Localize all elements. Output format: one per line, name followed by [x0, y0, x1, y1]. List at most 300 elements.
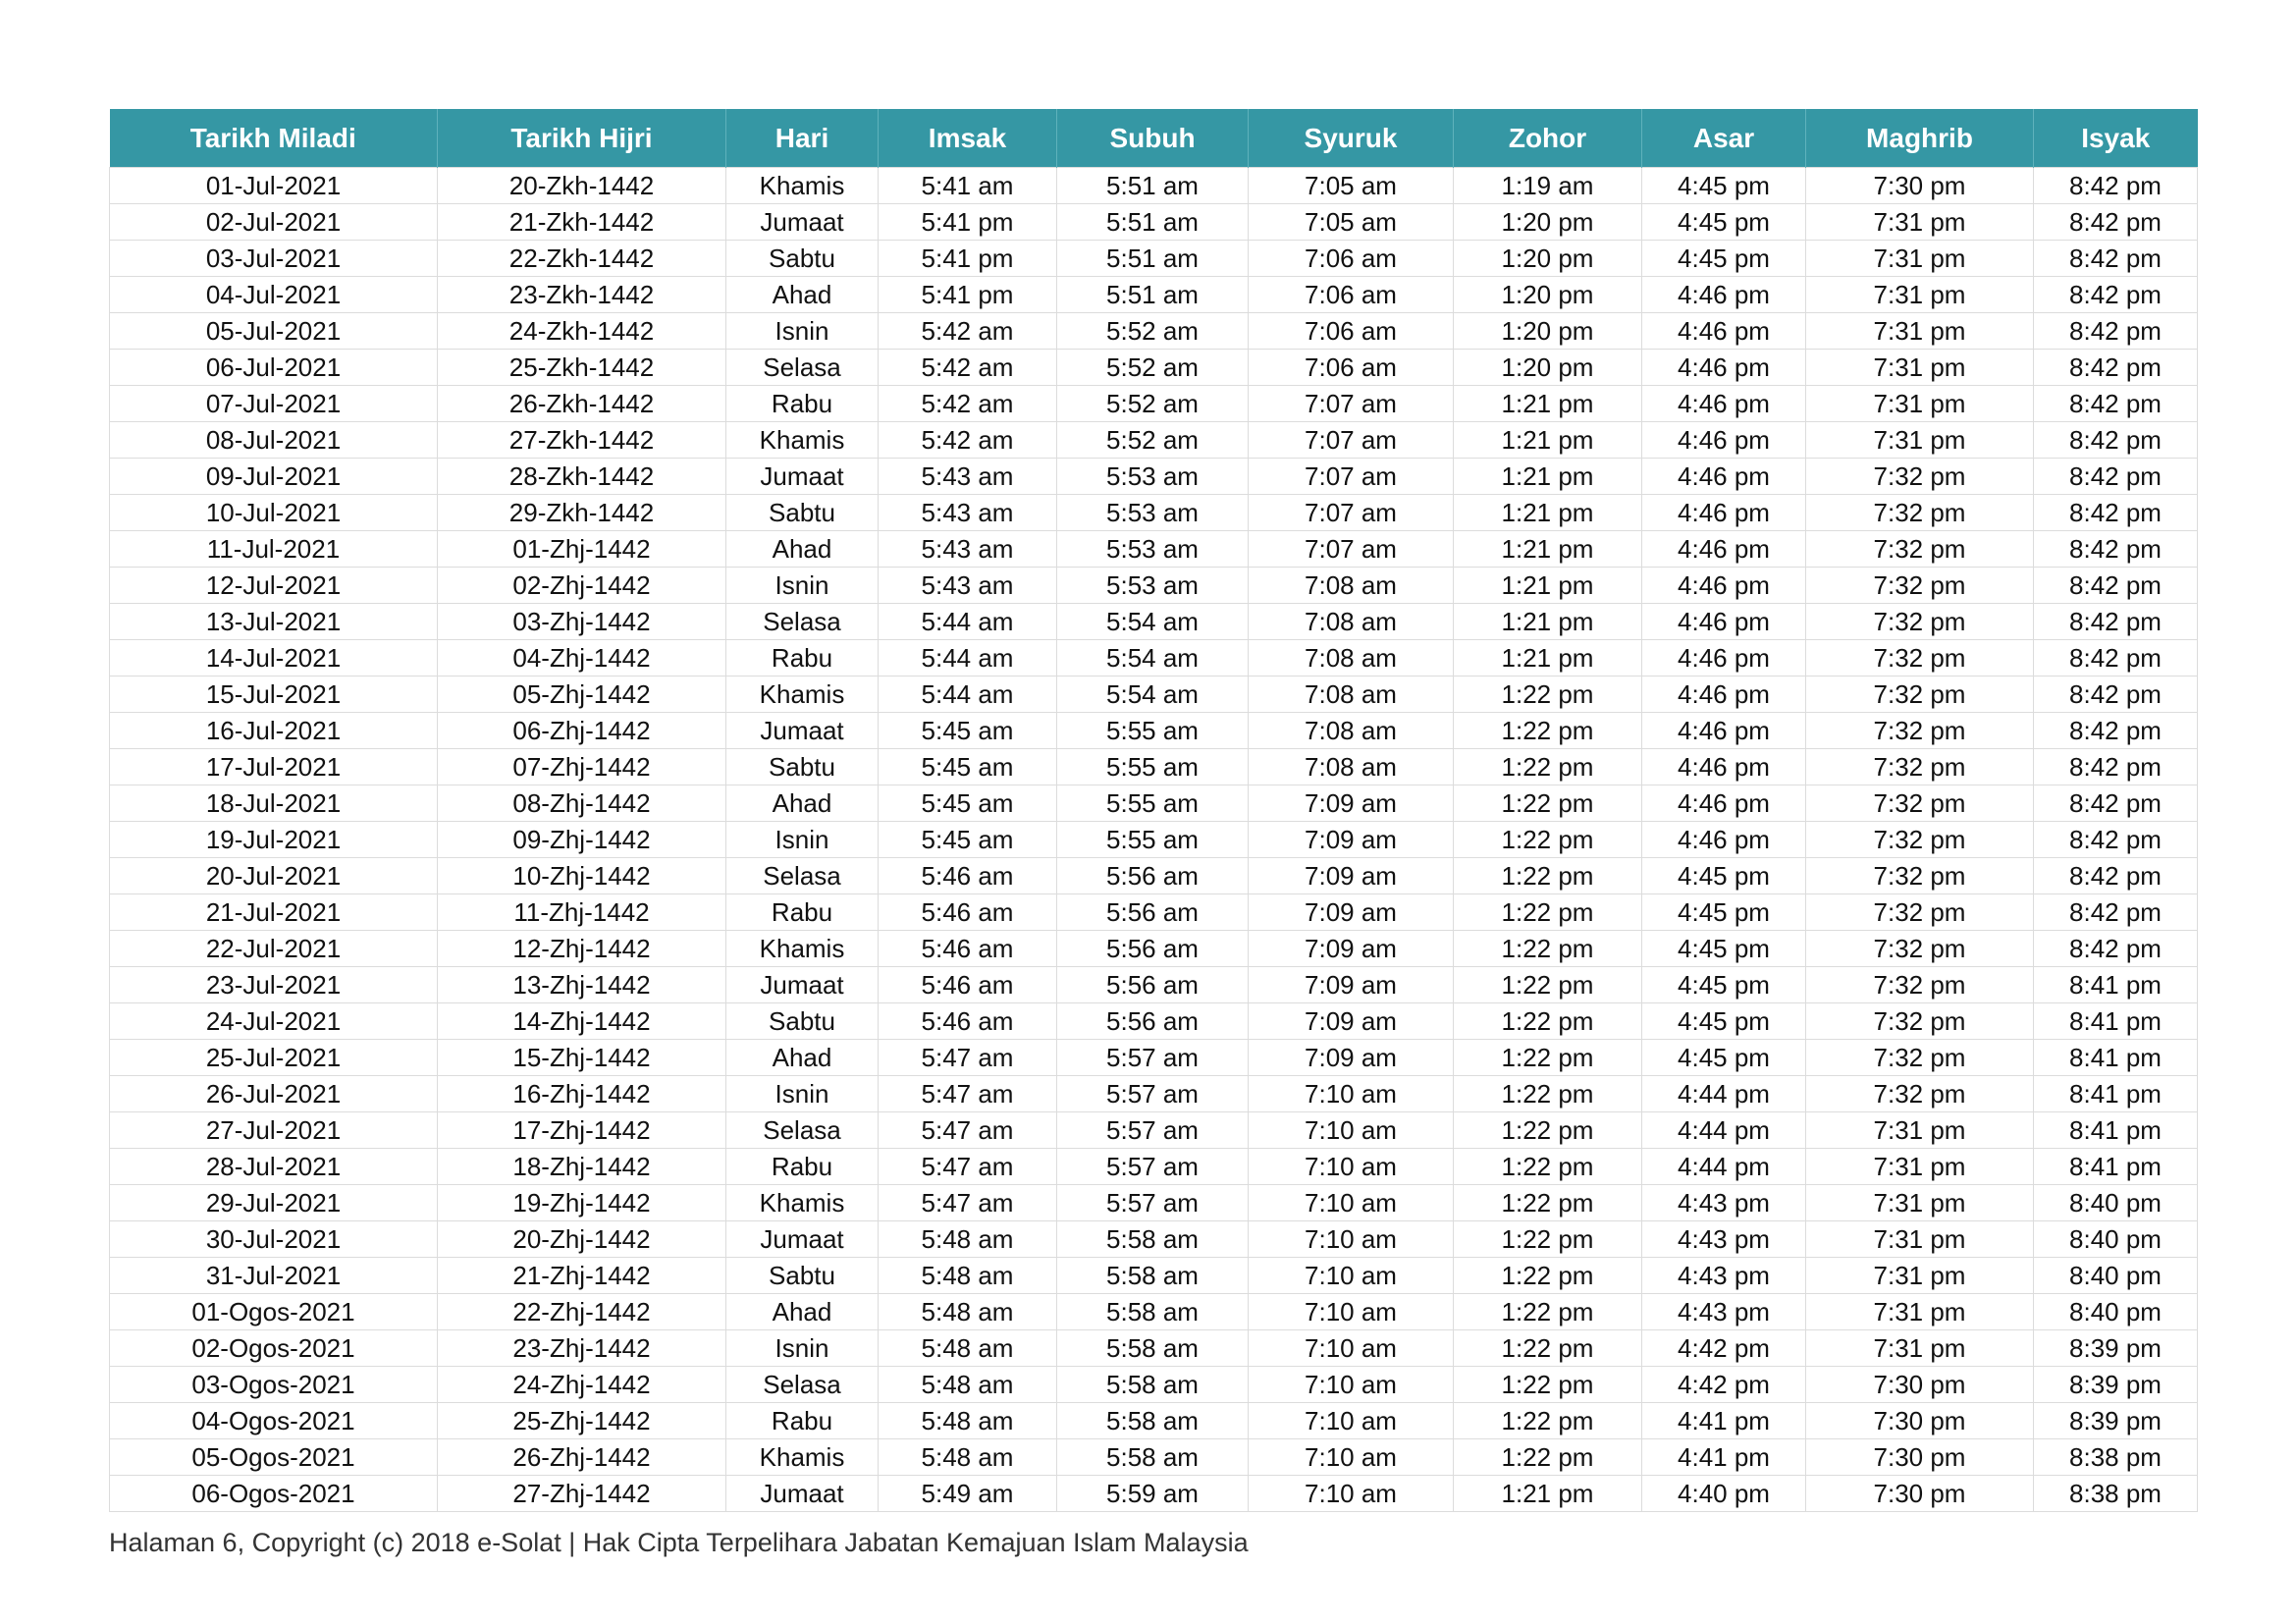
cell-subuh: 5:56 am	[1057, 967, 1249, 1003]
cell-asar: 4:44 pm	[1642, 1076, 1806, 1112]
cell-tarikh-hijri: 27-Zhj-1442	[438, 1476, 726, 1512]
cell-tarikh-miladi: 26-Jul-2021	[110, 1076, 438, 1112]
cell-subuh: 5:52 am	[1057, 313, 1249, 350]
cell-subuh: 5:53 am	[1057, 531, 1249, 568]
cell-tarikh-miladi: 24-Jul-2021	[110, 1003, 438, 1040]
cell-tarikh-hijri: 26-Zkh-1442	[438, 386, 726, 422]
cell-isyak: 8:42 pm	[2034, 677, 2198, 713]
cell-maghrib: 7:31 pm	[1806, 422, 2034, 459]
header-subuh: Subuh	[1057, 109, 1249, 168]
table-row	[110, 894, 2198, 931]
cell-imsak: 5:49 am	[879, 1476, 1057, 1512]
cell-asar: 4:45 pm	[1642, 168, 1806, 204]
cell-isyak: 8:42 pm	[2034, 313, 2198, 350]
cell-hari: Isnin	[726, 822, 879, 858]
cell-maghrib: 7:30 pm	[1806, 1367, 2034, 1403]
cell-tarikh-hijri: 17-Zhj-1442	[438, 1112, 726, 1149]
cell-asar: 4:46 pm	[1642, 677, 1806, 713]
cell-tarikh-hijri: 13-Zhj-1442	[438, 967, 726, 1003]
cell-subuh: 5:59 am	[1057, 1476, 1249, 1512]
cell-asar: 4:41 pm	[1642, 1403, 1806, 1439]
cell-isyak: 8:42 pm	[2034, 459, 2198, 495]
cell-syuruk: 7:10 am	[1249, 1403, 1454, 1439]
cell-hari: Selasa	[726, 604, 879, 640]
cell-imsak: 5:46 am	[879, 931, 1057, 967]
cell-tarikh-hijri: 20-Zhj-1442	[438, 1221, 726, 1258]
header-imsak: Imsak	[879, 109, 1057, 168]
cell-maghrib: 7:32 pm	[1806, 1076, 2034, 1112]
cell-tarikh-miladi: 18-Jul-2021	[110, 785, 438, 822]
cell-maghrib: 7:31 pm	[1806, 277, 2034, 313]
cell-tarikh-hijri: 02-Zhj-1442	[438, 568, 726, 604]
cell-subuh: 5:54 am	[1057, 640, 1249, 677]
table-header	[110, 109, 2198, 168]
cell-subuh: 5:51 am	[1057, 241, 1249, 277]
cell-maghrib: 7:31 pm	[1806, 1330, 2034, 1367]
cell-maghrib: 7:32 pm	[1806, 495, 2034, 531]
cell-tarikh-hijri: 07-Zhj-1442	[438, 749, 726, 785]
table-row	[110, 858, 2198, 894]
cell-isyak: 8:42 pm	[2034, 822, 2198, 858]
cell-tarikh-miladi: 12-Jul-2021	[110, 568, 438, 604]
cell-syuruk: 7:05 am	[1249, 204, 1454, 241]
cell-isyak: 8:42 pm	[2034, 604, 2198, 640]
cell-tarikh-miladi: 03-Jul-2021	[110, 241, 438, 277]
cell-imsak: 5:41 am	[879, 168, 1057, 204]
cell-subuh: 5:58 am	[1057, 1294, 1249, 1330]
cell-asar: 4:45 pm	[1642, 204, 1806, 241]
cell-imsak: 5:48 am	[879, 1439, 1057, 1476]
cell-syuruk: 7:10 am	[1249, 1112, 1454, 1149]
cell-syuruk: 7:09 am	[1249, 1040, 1454, 1076]
cell-isyak: 8:38 pm	[2034, 1439, 2198, 1476]
cell-tarikh-hijri: 21-Zhj-1442	[438, 1258, 726, 1294]
cell-tarikh-miladi: 10-Jul-2021	[110, 495, 438, 531]
cell-tarikh-hijri: 05-Zhj-1442	[438, 677, 726, 713]
cell-syuruk: 7:10 am	[1249, 1330, 1454, 1367]
cell-imsak: 5:41 pm	[879, 241, 1057, 277]
cell-tarikh-hijri: 19-Zhj-1442	[438, 1185, 726, 1221]
cell-subuh: 5:54 am	[1057, 677, 1249, 713]
cell-tarikh-miladi: 30-Jul-2021	[110, 1221, 438, 1258]
cell-tarikh-miladi: 03-Ogos-2021	[110, 1367, 438, 1403]
cell-syuruk: 7:09 am	[1249, 1003, 1454, 1040]
cell-tarikh-hijri: 18-Zhj-1442	[438, 1149, 726, 1185]
cell-tarikh-miladi: 05-Jul-2021	[110, 313, 438, 350]
cell-syuruk: 7:07 am	[1249, 459, 1454, 495]
cell-tarikh-hijri: 22-Zhj-1442	[438, 1294, 726, 1330]
cell-imsak: 5:48 am	[879, 1221, 1057, 1258]
cell-maghrib: 7:31 pm	[1806, 386, 2034, 422]
cell-syuruk: 7:09 am	[1249, 894, 1454, 931]
header-tarikh-miladi: Tarikh Miladi	[110, 109, 438, 168]
cell-hari: Sabtu	[726, 1003, 879, 1040]
cell-asar: 4:46 pm	[1642, 604, 1806, 640]
cell-subuh: 5:55 am	[1057, 749, 1249, 785]
table-row	[110, 1294, 2198, 1330]
cell-asar: 4:43 pm	[1642, 1294, 1806, 1330]
table-row	[110, 313, 2198, 350]
cell-imsak: 5:45 am	[879, 822, 1057, 858]
cell-isyak: 8:39 pm	[2034, 1367, 2198, 1403]
header-isyak: Isyak	[2034, 109, 2198, 168]
cell-isyak: 8:42 pm	[2034, 785, 2198, 822]
cell-asar: 4:43 pm	[1642, 1185, 1806, 1221]
cell-hari: Sabtu	[726, 495, 879, 531]
cell-syuruk: 7:06 am	[1249, 277, 1454, 313]
cell-tarikh-hijri: 10-Zhj-1442	[438, 858, 726, 894]
cell-subuh: 5:51 am	[1057, 168, 1249, 204]
table-row	[110, 1258, 2198, 1294]
table-row	[110, 1003, 2198, 1040]
table-row	[110, 677, 2198, 713]
cell-subuh: 5:55 am	[1057, 713, 1249, 749]
cell-imsak: 5:48 am	[879, 1403, 1057, 1439]
cell-isyak: 8:42 pm	[2034, 640, 2198, 677]
cell-asar: 4:46 pm	[1642, 386, 1806, 422]
cell-syuruk: 7:08 am	[1249, 604, 1454, 640]
cell-hari: Rabu	[726, 640, 879, 677]
cell-hari: Isnin	[726, 568, 879, 604]
cell-isyak: 8:40 pm	[2034, 1185, 2198, 1221]
table-row	[110, 1403, 2198, 1439]
cell-subuh: 5:56 am	[1057, 931, 1249, 967]
cell-asar: 4:40 pm	[1642, 1476, 1806, 1512]
cell-hari: Jumaat	[726, 1221, 879, 1258]
cell-zohor: 1:20 pm	[1454, 241, 1642, 277]
table-row	[110, 1330, 2198, 1367]
cell-tarikh-miladi: 02-Ogos-2021	[110, 1330, 438, 1367]
cell-zohor: 1:21 pm	[1454, 1476, 1642, 1512]
cell-asar: 4:46 pm	[1642, 713, 1806, 749]
cell-imsak: 5:41 pm	[879, 277, 1057, 313]
cell-imsak: 5:44 am	[879, 604, 1057, 640]
cell-subuh: 5:52 am	[1057, 386, 1249, 422]
cell-subuh: 5:58 am	[1057, 1403, 1249, 1439]
cell-imsak: 5:45 am	[879, 713, 1057, 749]
cell-syuruk: 7:10 am	[1249, 1258, 1454, 1294]
cell-zohor: 1:22 pm	[1454, 1221, 1642, 1258]
cell-zohor: 1:21 pm	[1454, 531, 1642, 568]
cell-subuh: 5:58 am	[1057, 1330, 1249, 1367]
cell-isyak: 8:42 pm	[2034, 749, 2198, 785]
cell-maghrib: 7:32 pm	[1806, 568, 2034, 604]
cell-asar: 4:46 pm	[1642, 640, 1806, 677]
cell-zohor: 1:22 pm	[1454, 1294, 1642, 1330]
cell-syuruk: 7:10 am	[1249, 1439, 1454, 1476]
cell-tarikh-hijri: 24-Zhj-1442	[438, 1367, 726, 1403]
cell-maghrib: 7:30 pm	[1806, 1476, 2034, 1512]
cell-tarikh-miladi: 01-Jul-2021	[110, 168, 438, 204]
cell-hari: Rabu	[726, 1149, 879, 1185]
cell-imsak: 5:48 am	[879, 1294, 1057, 1330]
cell-asar: 4:45 pm	[1642, 241, 1806, 277]
header-maghrib: Maghrib	[1806, 109, 2034, 168]
cell-zohor: 1:22 pm	[1454, 931, 1642, 967]
cell-syuruk: 7:10 am	[1249, 1076, 1454, 1112]
cell-zohor: 1:22 pm	[1454, 1003, 1642, 1040]
cell-subuh: 5:58 am	[1057, 1367, 1249, 1403]
cell-maghrib: 7:32 pm	[1806, 894, 2034, 931]
table-row	[110, 422, 2198, 459]
cell-isyak: 8:42 pm	[2034, 495, 2198, 531]
cell-hari: Jumaat	[726, 713, 879, 749]
cell-zohor: 1:20 pm	[1454, 313, 1642, 350]
cell-syuruk: 7:08 am	[1249, 640, 1454, 677]
header-asar: Asar	[1642, 109, 1806, 168]
cell-isyak: 8:40 pm	[2034, 1221, 2198, 1258]
cell-tarikh-miladi: 21-Jul-2021	[110, 894, 438, 931]
table-body	[110, 168, 2198, 1512]
cell-asar: 4:45 pm	[1642, 931, 1806, 967]
cell-imsak: 5:46 am	[879, 858, 1057, 894]
table-row	[110, 568, 2198, 604]
cell-imsak: 5:42 am	[879, 422, 1057, 459]
cell-tarikh-miladi: 08-Jul-2021	[110, 422, 438, 459]
cell-imsak: 5:43 am	[879, 531, 1057, 568]
cell-imsak: 5:45 am	[879, 785, 1057, 822]
cell-subuh: 5:56 am	[1057, 1003, 1249, 1040]
cell-subuh: 5:52 am	[1057, 350, 1249, 386]
cell-syuruk: 7:06 am	[1249, 241, 1454, 277]
cell-syuruk: 7:05 am	[1249, 168, 1454, 204]
cell-subuh: 5:51 am	[1057, 277, 1249, 313]
cell-tarikh-miladi: 06-Ogos-2021	[110, 1476, 438, 1512]
cell-hari: Ahad	[726, 277, 879, 313]
cell-maghrib: 7:31 pm	[1806, 1185, 2034, 1221]
cell-hari: Selasa	[726, 1367, 879, 1403]
cell-maghrib: 7:32 pm	[1806, 677, 2034, 713]
cell-tarikh-miladi: 05-Ogos-2021	[110, 1439, 438, 1476]
cell-asar: 4:46 pm	[1642, 495, 1806, 531]
cell-zohor: 1:22 pm	[1454, 1258, 1642, 1294]
cell-isyak: 8:42 pm	[2034, 858, 2198, 894]
cell-maghrib: 7:30 pm	[1806, 1403, 2034, 1439]
cell-maghrib: 7:32 pm	[1806, 1040, 2034, 1076]
table-row	[110, 967, 2198, 1003]
cell-zohor: 1:22 pm	[1454, 677, 1642, 713]
cell-asar: 4:41 pm	[1642, 1439, 1806, 1476]
cell-hari: Sabtu	[726, 749, 879, 785]
cell-isyak: 8:38 pm	[2034, 1476, 2198, 1512]
cell-zohor: 1:22 pm	[1454, 858, 1642, 894]
cell-isyak: 8:39 pm	[2034, 1403, 2198, 1439]
cell-tarikh-hijri: 23-Zhj-1442	[438, 1330, 726, 1367]
cell-hari: Isnin	[726, 1330, 879, 1367]
cell-isyak: 8:41 pm	[2034, 1003, 2198, 1040]
cell-zohor: 1:20 pm	[1454, 277, 1642, 313]
cell-asar: 4:46 pm	[1642, 313, 1806, 350]
cell-imsak: 5:48 am	[879, 1367, 1057, 1403]
cell-tarikh-hijri: 01-Zhj-1442	[438, 531, 726, 568]
cell-hari: Khamis	[726, 168, 879, 204]
cell-maghrib: 7:31 pm	[1806, 1258, 2034, 1294]
cell-syuruk: 7:10 am	[1249, 1367, 1454, 1403]
table-row	[110, 1076, 2198, 1112]
header-hari: Hari	[726, 109, 879, 168]
cell-syuruk: 7:10 am	[1249, 1221, 1454, 1258]
cell-isyak: 8:42 pm	[2034, 931, 2198, 967]
cell-hari: Khamis	[726, 931, 879, 967]
cell-tarikh-hijri: 12-Zhj-1442	[438, 931, 726, 967]
cell-maghrib: 7:31 pm	[1806, 350, 2034, 386]
cell-zohor: 1:22 pm	[1454, 713, 1642, 749]
cell-syuruk: 7:09 am	[1249, 785, 1454, 822]
header-tarikh-hijri: Tarikh Hijri	[438, 109, 726, 168]
cell-imsak: 5:42 am	[879, 313, 1057, 350]
cell-syuruk: 7:08 am	[1249, 713, 1454, 749]
header-zohor: Zohor	[1454, 109, 1642, 168]
cell-imsak: 5:42 am	[879, 386, 1057, 422]
cell-imsak: 5:46 am	[879, 967, 1057, 1003]
cell-asar: 4:46 pm	[1642, 459, 1806, 495]
cell-asar: 4:46 pm	[1642, 277, 1806, 313]
cell-tarikh-hijri: 14-Zhj-1442	[438, 1003, 726, 1040]
cell-imsak: 5:47 am	[879, 1112, 1057, 1149]
table-row	[110, 713, 2198, 749]
cell-isyak: 8:41 pm	[2034, 1076, 2198, 1112]
cell-subuh: 5:51 am	[1057, 204, 1249, 241]
cell-subuh: 5:58 am	[1057, 1439, 1249, 1476]
cell-syuruk: 7:09 am	[1249, 967, 1454, 1003]
cell-zohor: 1:20 pm	[1454, 350, 1642, 386]
cell-hari: Sabtu	[726, 1258, 879, 1294]
cell-tarikh-hijri: 04-Zhj-1442	[438, 640, 726, 677]
cell-hari: Sabtu	[726, 241, 879, 277]
cell-maghrib: 7:32 pm	[1806, 604, 2034, 640]
cell-subuh: 5:53 am	[1057, 495, 1249, 531]
cell-tarikh-hijri: 06-Zhj-1442	[438, 713, 726, 749]
cell-subuh: 5:55 am	[1057, 785, 1249, 822]
cell-subuh: 5:53 am	[1057, 568, 1249, 604]
cell-tarikh-hijri: 28-Zkh-1442	[438, 459, 726, 495]
cell-zohor: 1:22 pm	[1454, 822, 1642, 858]
cell-isyak: 8:41 pm	[2034, 1112, 2198, 1149]
cell-tarikh-hijri: 23-Zkh-1442	[438, 277, 726, 313]
cell-hari: Jumaat	[726, 967, 879, 1003]
cell-tarikh-hijri: 29-Zkh-1442	[438, 495, 726, 531]
cell-hari: Ahad	[726, 531, 879, 568]
cell-tarikh-miladi: 09-Jul-2021	[110, 459, 438, 495]
cell-isyak: 8:42 pm	[2034, 241, 2198, 277]
cell-maghrib: 7:30 pm	[1806, 168, 2034, 204]
cell-isyak: 8:42 pm	[2034, 422, 2198, 459]
cell-zohor: 1:22 pm	[1454, 1403, 1642, 1439]
cell-tarikh-miladi: 17-Jul-2021	[110, 749, 438, 785]
cell-hari: Selasa	[726, 350, 879, 386]
cell-imsak: 5:47 am	[879, 1185, 1057, 1221]
cell-subuh: 5:57 am	[1057, 1040, 1249, 1076]
cell-asar: 4:44 pm	[1642, 1149, 1806, 1185]
cell-hari: Ahad	[726, 1040, 879, 1076]
table-row	[110, 241, 2198, 277]
cell-isyak: 8:42 pm	[2034, 386, 2198, 422]
cell-tarikh-miladi: 04-Jul-2021	[110, 277, 438, 313]
cell-tarikh-miladi: 29-Jul-2021	[110, 1185, 438, 1221]
cell-tarikh-hijri: 20-Zkh-1442	[438, 168, 726, 204]
cell-isyak: 8:40 pm	[2034, 1258, 2198, 1294]
cell-syuruk: 7:08 am	[1249, 568, 1454, 604]
cell-tarikh-miladi: 20-Jul-2021	[110, 858, 438, 894]
cell-tarikh-miladi: 11-Jul-2021	[110, 531, 438, 568]
table-row	[110, 1040, 2198, 1076]
cell-maghrib: 7:32 pm	[1806, 1003, 2034, 1040]
cell-tarikh-miladi: 15-Jul-2021	[110, 677, 438, 713]
cell-zohor: 1:21 pm	[1454, 386, 1642, 422]
cell-subuh: 5:57 am	[1057, 1112, 1249, 1149]
table-row	[110, 785, 2198, 822]
cell-syuruk: 7:07 am	[1249, 495, 1454, 531]
cell-tarikh-miladi: 04-Ogos-2021	[110, 1403, 438, 1439]
cell-zohor: 1:21 pm	[1454, 604, 1642, 640]
cell-asar: 4:46 pm	[1642, 822, 1806, 858]
cell-tarikh-miladi: 01-Ogos-2021	[110, 1294, 438, 1330]
cell-imsak: 5:41 pm	[879, 204, 1057, 241]
cell-imsak: 5:47 am	[879, 1076, 1057, 1112]
cell-maghrib: 7:31 pm	[1806, 1294, 2034, 1330]
cell-isyak: 8:42 pm	[2034, 713, 2198, 749]
table-row	[110, 459, 2198, 495]
cell-maghrib: 7:31 pm	[1806, 241, 2034, 277]
cell-hari: Jumaat	[726, 204, 879, 241]
cell-tarikh-miladi: 19-Jul-2021	[110, 822, 438, 858]
table-row	[110, 531, 2198, 568]
cell-maghrib: 7:31 pm	[1806, 204, 2034, 241]
cell-asar: 4:43 pm	[1642, 1221, 1806, 1258]
cell-imsak: 5:46 am	[879, 894, 1057, 931]
cell-imsak: 5:44 am	[879, 677, 1057, 713]
cell-subuh: 5:56 am	[1057, 858, 1249, 894]
cell-subuh: 5:54 am	[1057, 604, 1249, 640]
cell-asar: 4:45 pm	[1642, 858, 1806, 894]
cell-imsak: 5:47 am	[879, 1040, 1057, 1076]
cell-tarikh-hijri: 25-Zhj-1442	[438, 1403, 726, 1439]
cell-syuruk: 7:07 am	[1249, 531, 1454, 568]
cell-imsak: 5:44 am	[879, 640, 1057, 677]
cell-hari: Jumaat	[726, 459, 879, 495]
prayer-times-table	[109, 109, 2198, 1512]
cell-tarikh-miladi: 22-Jul-2021	[110, 931, 438, 967]
cell-zohor: 1:22 pm	[1454, 1149, 1642, 1185]
cell-hari: Khamis	[726, 1185, 879, 1221]
cell-zohor: 1:21 pm	[1454, 640, 1642, 677]
cell-hari: Ahad	[726, 785, 879, 822]
cell-zohor: 1:22 pm	[1454, 1040, 1642, 1076]
cell-tarikh-hijri: 16-Zhj-1442	[438, 1076, 726, 1112]
cell-tarikh-miladi: 14-Jul-2021	[110, 640, 438, 677]
cell-tarikh-miladi: 23-Jul-2021	[110, 967, 438, 1003]
cell-subuh: 5:55 am	[1057, 822, 1249, 858]
cell-tarikh-hijri: 22-Zkh-1442	[438, 241, 726, 277]
table-row	[110, 168, 2198, 204]
cell-zohor: 1:22 pm	[1454, 1185, 1642, 1221]
cell-isyak: 8:42 pm	[2034, 350, 2198, 386]
cell-asar: 4:46 pm	[1642, 785, 1806, 822]
table-row	[110, 1185, 2198, 1221]
cell-hari: Khamis	[726, 677, 879, 713]
cell-tarikh-hijri: 11-Zhj-1442	[438, 894, 726, 931]
cell-asar: 4:45 pm	[1642, 967, 1806, 1003]
cell-isyak: 8:42 pm	[2034, 894, 2198, 931]
cell-asar: 4:46 pm	[1642, 350, 1806, 386]
cell-subuh: 5:58 am	[1057, 1221, 1249, 1258]
cell-subuh: 5:57 am	[1057, 1185, 1249, 1221]
cell-tarikh-miladi: 02-Jul-2021	[110, 204, 438, 241]
table-row	[110, 1149, 2198, 1185]
cell-asar: 4:45 pm	[1642, 894, 1806, 931]
table-row	[110, 1112, 2198, 1149]
cell-syuruk: 7:07 am	[1249, 386, 1454, 422]
